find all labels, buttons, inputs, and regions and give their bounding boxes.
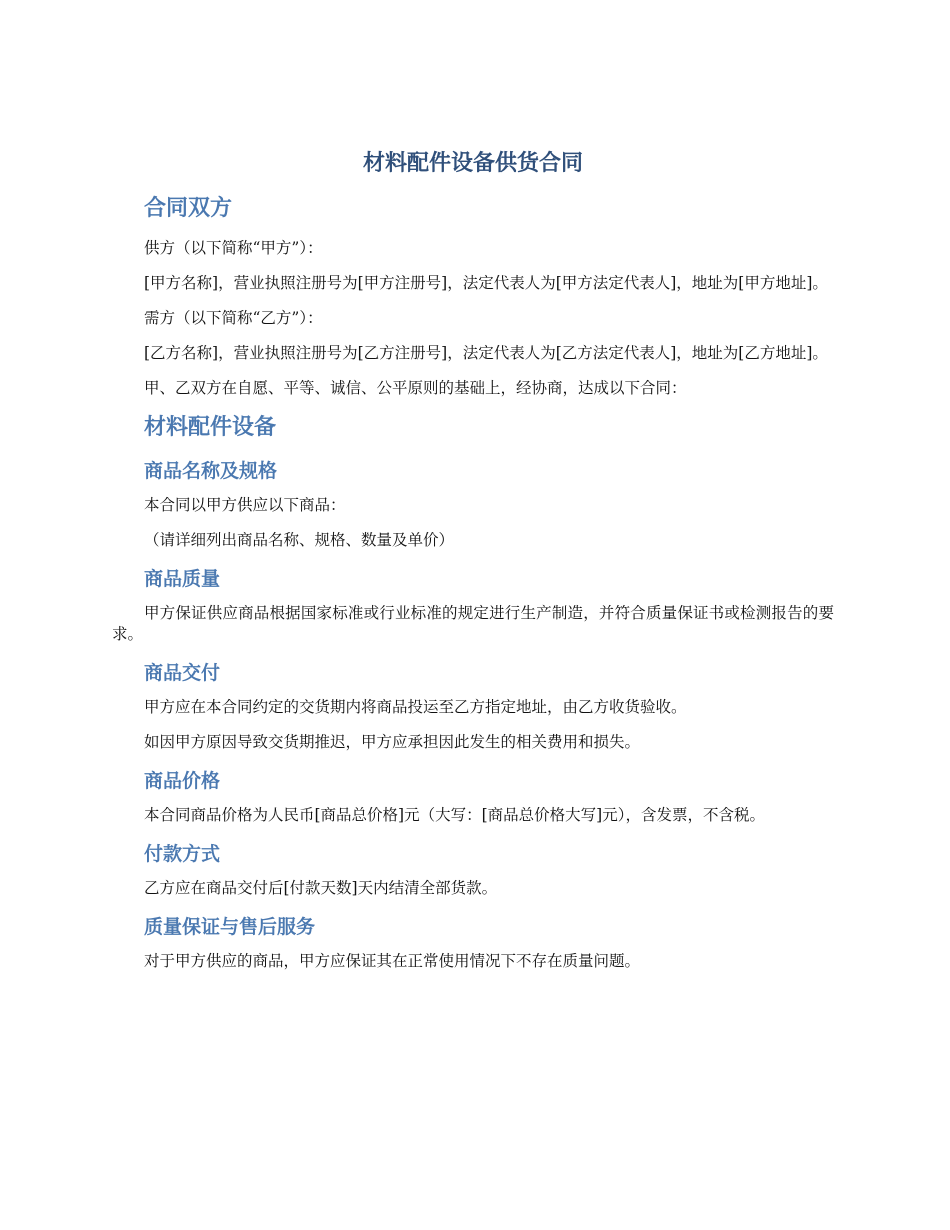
paragraph-goods-note: （请详细列出商品名称、规格、数量及单价） [144, 531, 455, 549]
paragraph-buyer-label: 需方（以下简称“乙方”）： [144, 309, 323, 327]
section-heading-materials: 材料配件设备 [144, 415, 277, 440]
paragraph-price: 本合同商品价格为人民币[商品总价格]元（大写：[商品总价格大写]元），含发票，不含税。 [144, 806, 765, 824]
subsection-heading-warranty: 质量保证与售后服务 [144, 916, 316, 938]
paragraph-warranty: 对于甲方供应的商品，甲方应保证其在正常使用情况下不存在质量问题。 [144, 952, 641, 970]
subsection-heading-name-spec: 商品名称及规格 [144, 460, 278, 482]
paragraph-quality: 甲方保证供应商品根据国家标准或行业标准的规定进行生产制造，并符合质量保证书或检测报告的要求。 [112, 604, 834, 643]
subsection-heading-price: 商品价格 [144, 770, 221, 792]
subsection-heading-delivery: 商品交付 [144, 662, 221, 684]
paragraph-agreement: 甲、乙双方在自愿、平等、诚信、公平原则的基础上，经协商，达成以下合同： [144, 379, 687, 397]
paragraph-buyer-details: [乙方名称]，营业执照注册号为[乙方注册号]，法定代表人为[乙方法定代表人]，地址为[乙方地址]。 [144, 344, 828, 362]
paragraph-goods-intro: 本合同以甲方供应以下商品： [144, 496, 346, 514]
section-heading-parties: 合同双方 [144, 196, 233, 221]
paragraph-delivery-delay: 如因甲方原因导致交货期推迟，甲方应承担因此发生的相关费用和损失。 [144, 733, 641, 751]
subsection-heading-payment: 付款方式 [144, 843, 221, 865]
paragraph-payment: 乙方应在商品交付后[付款天数]天内结清全部货款。 [144, 879, 498, 897]
document-title: 材料配件设备供货合同 [362, 151, 583, 176]
paragraph-supplier-label: 供方（以下简称“甲方”）： [144, 239, 323, 257]
paragraph-delivery: 甲方应在本合同约定的交货期内将商品投运至乙方指定地址，由乙方收货验收。 [144, 698, 687, 716]
subsection-heading-quality: 商品质量 [144, 568, 221, 590]
document-page [112, 148, 834, 986]
paragraph-supplier-details: [甲方名称]，营业执照注册号为[甲方注册号]，法定代表人为[甲方法定代表人]，地址为[甲方地址]。 [144, 274, 828, 292]
